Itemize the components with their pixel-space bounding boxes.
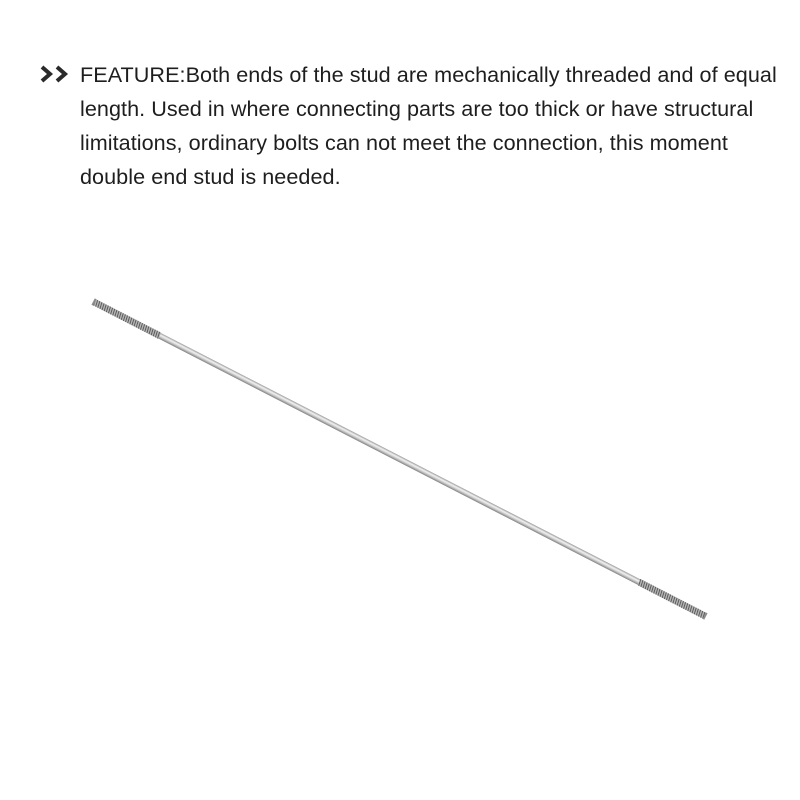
threaded-stud [91,298,707,619]
stud-thread-right [638,579,707,619]
stud-shaft [93,299,707,618]
feature-description: FEATURE:Both ends of the stud are mechanically threaded and of equal length. Used in where connecting parts are too thick or have structural limitations, ordinary bolts can not meet the connection, this moment double end stud is needed. [80,62,777,189]
stud-thread-left [92,299,161,339]
